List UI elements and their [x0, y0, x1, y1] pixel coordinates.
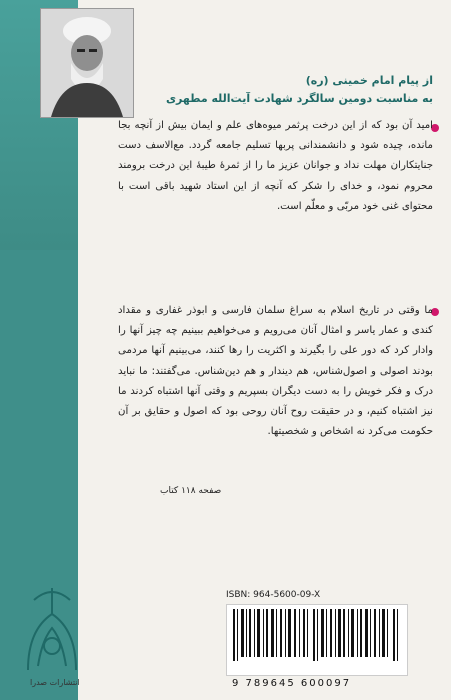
- heading-line-2: به مناسبت دومین سالگرد شهادت آیت‌الله مطهری: [165, 92, 433, 105]
- paragraph-1: [118, 116, 433, 217]
- barcode-number: 9 789645 600097: [232, 678, 352, 689]
- author-portrait-image: [40, 8, 134, 118]
- paragraph-1-text: امید آن بود که از این درخت پرثمر میوه‌های علم و ایمان بیش از آنچه بجا مانده، چیده شود و دانشمندانی پربها تسلیم جامعه گردد. مع‌الاسف دست جنایتکاران مهلت نداد و جوانان عزیز ما را از ثمرهٔ طیبهٔ این درخت برومند محروم نمود، و خدای را شکر که آنچه از این استاد شهید باقی است با محتوای غنی خود مربّی و معلّم است.: [118, 120, 433, 212]
- barcode-image: [226, 604, 408, 676]
- heading-line-1: از پیام امام خمینی (ره): [305, 74, 433, 87]
- publisher-logo-icon: [8, 580, 96, 692]
- page-reference: صفحه ۱۱۸ کتاب: [160, 486, 222, 496]
- paragraph-2-text: ما وقتی در تاریخ اسلام به سراغ سلمان فارسی و ابوذر غفاری و مقداد کندی و عمار یاسر و امثال آنان می‌رویم و می‌خواهیم ببینیم چه چیز آنها را وادار کرد که دور علی را بگیرند و اکثریت را رها کنند، می‌بینیم آنها مردمی بودند اصولی و اصول‌شناس، هم دیندار و هم دین‌شناس. می‌گفتند: ما نباید درک و فکر خویش را به دست دیگران بسپریم و وقتی آنها اشتباه کردند ما نیز اشتباه کنیم، و در حقیقت روح آنان روحی بود که اصول و حقایق بر آن حکومت می‌کرد نه اشخاص و شخصیتها.: [118, 305, 433, 438]
- paragraph-2: [118, 301, 433, 442]
- isbn-text: ISBN: 964-5600-09-X: [226, 590, 321, 600]
- publisher-name: انتشارات صدرا: [30, 678, 80, 687]
